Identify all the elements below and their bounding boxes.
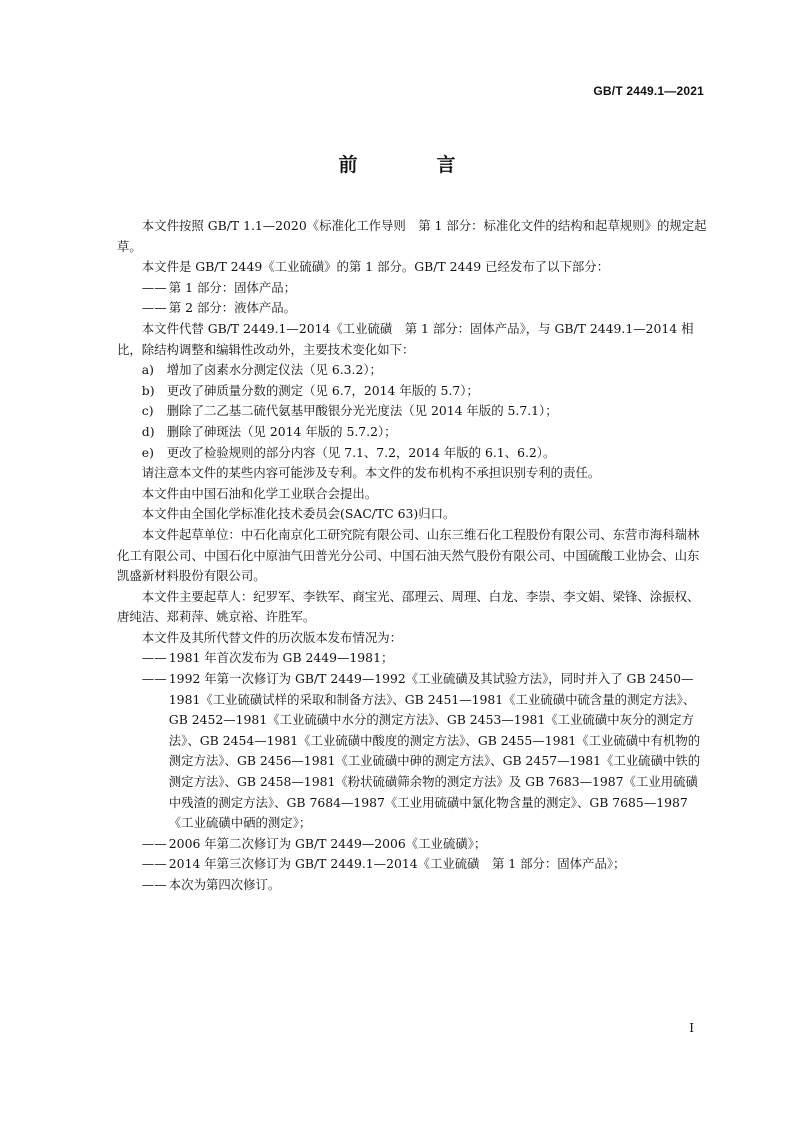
dash-mark: —— xyxy=(141,279,167,295)
standard-code: GB/T 2449.1—2021 xyxy=(593,84,704,98)
list-item-text: 第 2 部分：液体产品。 xyxy=(168,300,297,316)
paragraph-committee: 本文件由全国化学标准化技术委员会(SAC/TC 63)归口。 xyxy=(141,506,456,522)
paragraph-patent: 请注意本文件的某些内容可能涉及专利。本文件的发布机构不承担识别专利的责任。 xyxy=(141,465,601,481)
dash-mark: —— xyxy=(141,856,167,872)
list-item xyxy=(142,401,707,422)
item-text: 删除了二乙基二硫代氨基甲酸银分光光度法（见 2014 年版的 5.7.1）； xyxy=(166,403,558,419)
paragraph-replacement: 本文件代替 GB/T 2449.1—2014《工业硫磺 第 1 部分：固体产品》，与 GB/T 2449.1—2014 相比，除结构调整和编辑性改动外，主要技术变化如下： xyxy=(117,320,694,357)
list-item xyxy=(142,381,707,402)
dash-mark: —— xyxy=(141,877,167,892)
paragraph-proposer: 本文件由中国石油和化学工业联合会提出。 xyxy=(141,485,378,501)
page-title: 前 言 xyxy=(338,154,486,176)
list-item xyxy=(142,648,707,669)
list-item xyxy=(142,298,707,319)
list-item-text: 本次为第四次修订。 xyxy=(168,877,281,892)
list-item xyxy=(142,854,707,875)
paragraph-parts-intro: 本文件是 GB/T 2449《工业硫磺》的第 1 部分。GB/T 2449 已经发布了以下部分： xyxy=(141,259,610,275)
item-text: 增加了卤素水分测定仪法（见 6.3.2）； xyxy=(166,362,382,378)
list-item xyxy=(142,443,707,464)
list-item xyxy=(142,834,707,855)
foreword-body xyxy=(117,216,707,896)
dash-mark: —— xyxy=(141,650,167,666)
list-item-text: 2006 年第二次修订为 GB/T 2449—2006《工业硫磺》； xyxy=(168,835,487,851)
list-item-text: 第 1 部分：固体产品； xyxy=(168,279,297,295)
list-item xyxy=(142,875,707,896)
item-label: e) xyxy=(141,444,154,460)
item-label: a) xyxy=(141,362,155,378)
item-text: 更改了砷质量分数的测定（见 6.7，2014 年版的 5.7）； xyxy=(166,382,479,398)
item-label: d) xyxy=(141,423,155,439)
dash-mark: —— xyxy=(141,835,167,851)
list-item-text: 1992 年第一次修订为 GB/T 2449—1992《工业硫磺及其试验方法》，同时并入了 GB 2450—1981《工业硫磺试样的采取和制备方法》、GB 2451—1981《工业硫磺中硫含量的测定方法》、GB 2452—1981《工业硫磺中水分的测定方法》、GB 2453—1981《工业硫磺中灰分的测定方法》、GB 2454—1981《工业硫磺中酸度的测定方法》、GB 2455—1981《工业硫磺中有机物的测定方法》、GB 2456—1981《工业硫磺中砷的测定方法》、GB 2457—1981《工业硫磺中铁的测定方法》、GB 2458—1981《粉状硫磺筛余物的测定方法》及 GB 7683—1987《工业用硫磺中残渣的测定方法》、GB 7684—1987《工业用硫磺中氯化物含量的测定》、GB 7685—1987《工业硫磺中硒的测定》； xyxy=(168,671,701,831)
list-item-text: 1981 年首次发布为 GB 2449—1981； xyxy=(168,650,394,666)
paragraph-history-intro: 本文件及其所代替文件的历次版本发布情况为： xyxy=(141,629,402,645)
item-label: c) xyxy=(141,403,154,419)
dash-mark: —— xyxy=(141,300,167,316)
item-text: 更改了检验规则的部分内容（见 7.1、7.2，2014 年版的 6.1、6.2）。 xyxy=(166,444,556,460)
list-item xyxy=(142,669,707,834)
list-item xyxy=(142,360,707,381)
paragraph-drafting-rules: 本文件按照 GB/T 1.1—2020《标准化工作导则 第 1 部分：标准化文件的结构和起草规则》的规定起草。 xyxy=(117,218,707,254)
list-item xyxy=(142,422,707,443)
item-text: 删除了砷斑法（见 2014 年版的 5.7.2）； xyxy=(166,423,397,439)
item-label: b) xyxy=(141,382,155,398)
dash-mark: —— xyxy=(141,671,167,687)
list-item xyxy=(142,278,707,299)
page-number: I xyxy=(689,1021,694,1035)
paragraph-drafters: 本文件主要起草人：纪罗军、李铁军、商宝光、邵理云、周理、白龙、李崇、李文娟、梁锋、涂振权、唐纯洁、郑莉萍、姚京裕、许胜军。 xyxy=(117,588,700,625)
paragraph-drafting-units: 本文件起草单位：中石化南京化工研究院有限公司、山东三维石化工程股份有限公司、东营市海科瑞林化工有限公司、中国石化中原油气田普光分公司、中国石油天然气股份有限公司、中国硫酸工业协会、山东凯盛新材料股份有限公司。 xyxy=(117,526,700,584)
list-item-text: 2014 年第三次修订为 GB/T 2449.1—2014《工业硫磺 第 1 部分：固体产品》； xyxy=(168,856,626,872)
